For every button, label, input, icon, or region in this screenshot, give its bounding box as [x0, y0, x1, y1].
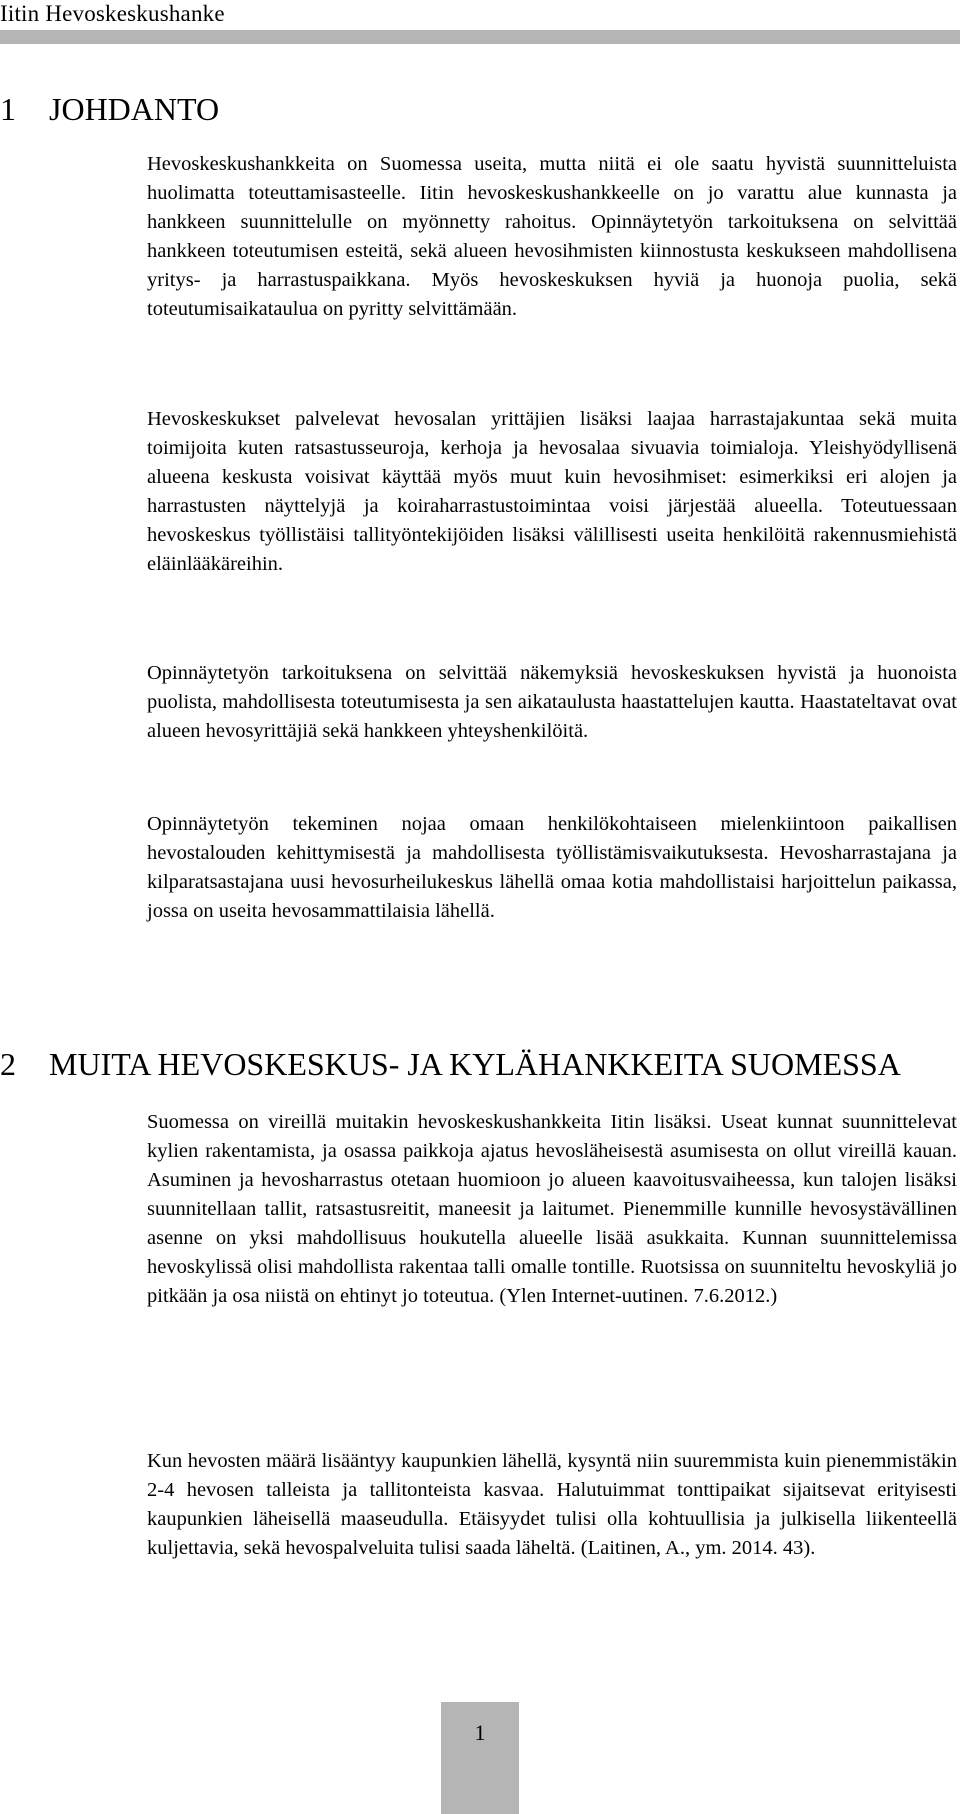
section-2-body [147, 1108, 957, 1311]
section-title: JOHDANTO [49, 91, 220, 127]
section-1-body [147, 659, 957, 746]
section-1-body [147, 150, 957, 324]
section-1-body [147, 810, 957, 926]
section-heading-2 [0, 1044, 901, 1084]
section-number: 1 [0, 91, 16, 127]
running-header: Iitin Hevoskeskushanke [0, 1, 225, 26]
page-number: 1 [474, 1720, 486, 1745]
paragraph: Hevoskeskukset palvelevat hevosalan yrittäjien lisäksi laajaa harrastajakuntaa sekä muita toimijoita kuten ratsastusseuroja, kerhoja ja hevosalaa sivuavia toimialoja. Yleishyödyllisenä alueena keskusta voisivat käyttää myös muut kuin hevosihmiset: esimerkiksi eri alojen ja harrastusten näyttelyjä ja koiraharrastustoimintaa voisi järjestää alueella. Toteutuessaan hevoskeskus työllistäisi tallityöntekijöiden lisäksi välillisesti useita henkilöitä rakennusmiehistä eläinlääkäreihin. [147, 408, 957, 575]
paragraph: Suomessa on vireillä muitakin hevoskeskushankkeita Iitin lisäksi. Useat kunnat suunnittelevat kylien rakentamista, ja osassa paikkoja ajatus hevosläheisestä asumisesta on ollut vireillä kauan. Asuminen ja hevosharrastus otetaan huomioon jo alueen kaavoitusvaiheessa, kun talojen lisäksi suunnitellaan tallit, ratsastusreitit, maneesit ja laitumet. Pienemmille kunnille hevosystävällinen asenne on yksi mahdollisuus houkutella alueelle lisää asukkaita. Kunnan suunnittelemissa hevoskylissä olisi mahdollista rakentaa talli omalle tontille. Ruotsissa on suunniteltu hevoskyliä jo pitkään ja osa niistä on ehtinyt jo toteutua. (Ylen Internet-uutinen. 7.6.2012.) [147, 1111, 957, 1307]
section-1-body [147, 405, 957, 579]
paragraph: Kun hevosten määrä lisääntyy kaupunkien lähellä, kysyntä niin suuremmista kuin pienemmistäkin 2-4 hevosen talleista ja tallitonteista kasvaa. Halutuimmat tonttipaikat sijaitsevat erityisesti kaupunkien läheisellä maaseudulla. Etäisyydet tulisi olla kohtuullisia ja julkisella liikenteellä kuljettavia, sekä hevospalveluita tulisi saada läheltä. (Laitinen, A., ym. 2014. 43). [147, 1450, 957, 1559]
paragraph: Opinnäytetyön tekeminen nojaa omaan henkilökohtaiseen mielenkiintoon paikallisen hevostalouden kehittymisestä ja mahdollisesta työllistämisvaikutuksesta. Hevosharrastajana ja kilparatsastajana uusi hevosurheilukeskus lähellä omaa kotia mahdollistaisi harjoittelun paikassa, jossa on useita hevosammattilaisia lähellä. [147, 813, 957, 922]
paragraph: Opinnäytetyön tarkoituksena on selvittää näkemyksiä hevoskeskuksen hyvistä ja huonoista puolista, mahdollisesta toteutumisesta ja sen aikataulusta haastattelujen kautta. Haastateltavat ovat alueen hevosyrittäjiä sekä hankkeen yhteyshenkilöitä. [147, 662, 957, 742]
paragraph: Hevoskeskushankkeita on Suomessa useita, mutta niitä ei ole saatu hyvistä suunnitteluista huolimatta toteuttamisasteelle. Iitin hevoskeskushankkeelle on jo varattu alue kunnasta ja hankkeen suunnittelulle on myönnetty rahoitus. Opinnäytetyön tarkoituksena on selvittää hankkeen toteutumisen esteitä, sekä alueen hevosihmisten kiinnostusta keskukseen mahdollisena yritys- ja harrastuspaikkana. Myös hevoskeskuksen hyviä ja huonoja puolia, sekä toteutumisaikataulua on pyritty selvittämään. [147, 153, 957, 320]
section-heading-1 [0, 89, 219, 129]
section-2-body [147, 1447, 957, 1563]
page-number-box [441, 1702, 519, 1814]
header-rule [0, 30, 960, 44]
section-number: 2 [0, 1046, 16, 1082]
section-title: MUITA HEVOSKESKUS- JA KYLÄHANKKEITA SUOMESSA [49, 1046, 901, 1082]
